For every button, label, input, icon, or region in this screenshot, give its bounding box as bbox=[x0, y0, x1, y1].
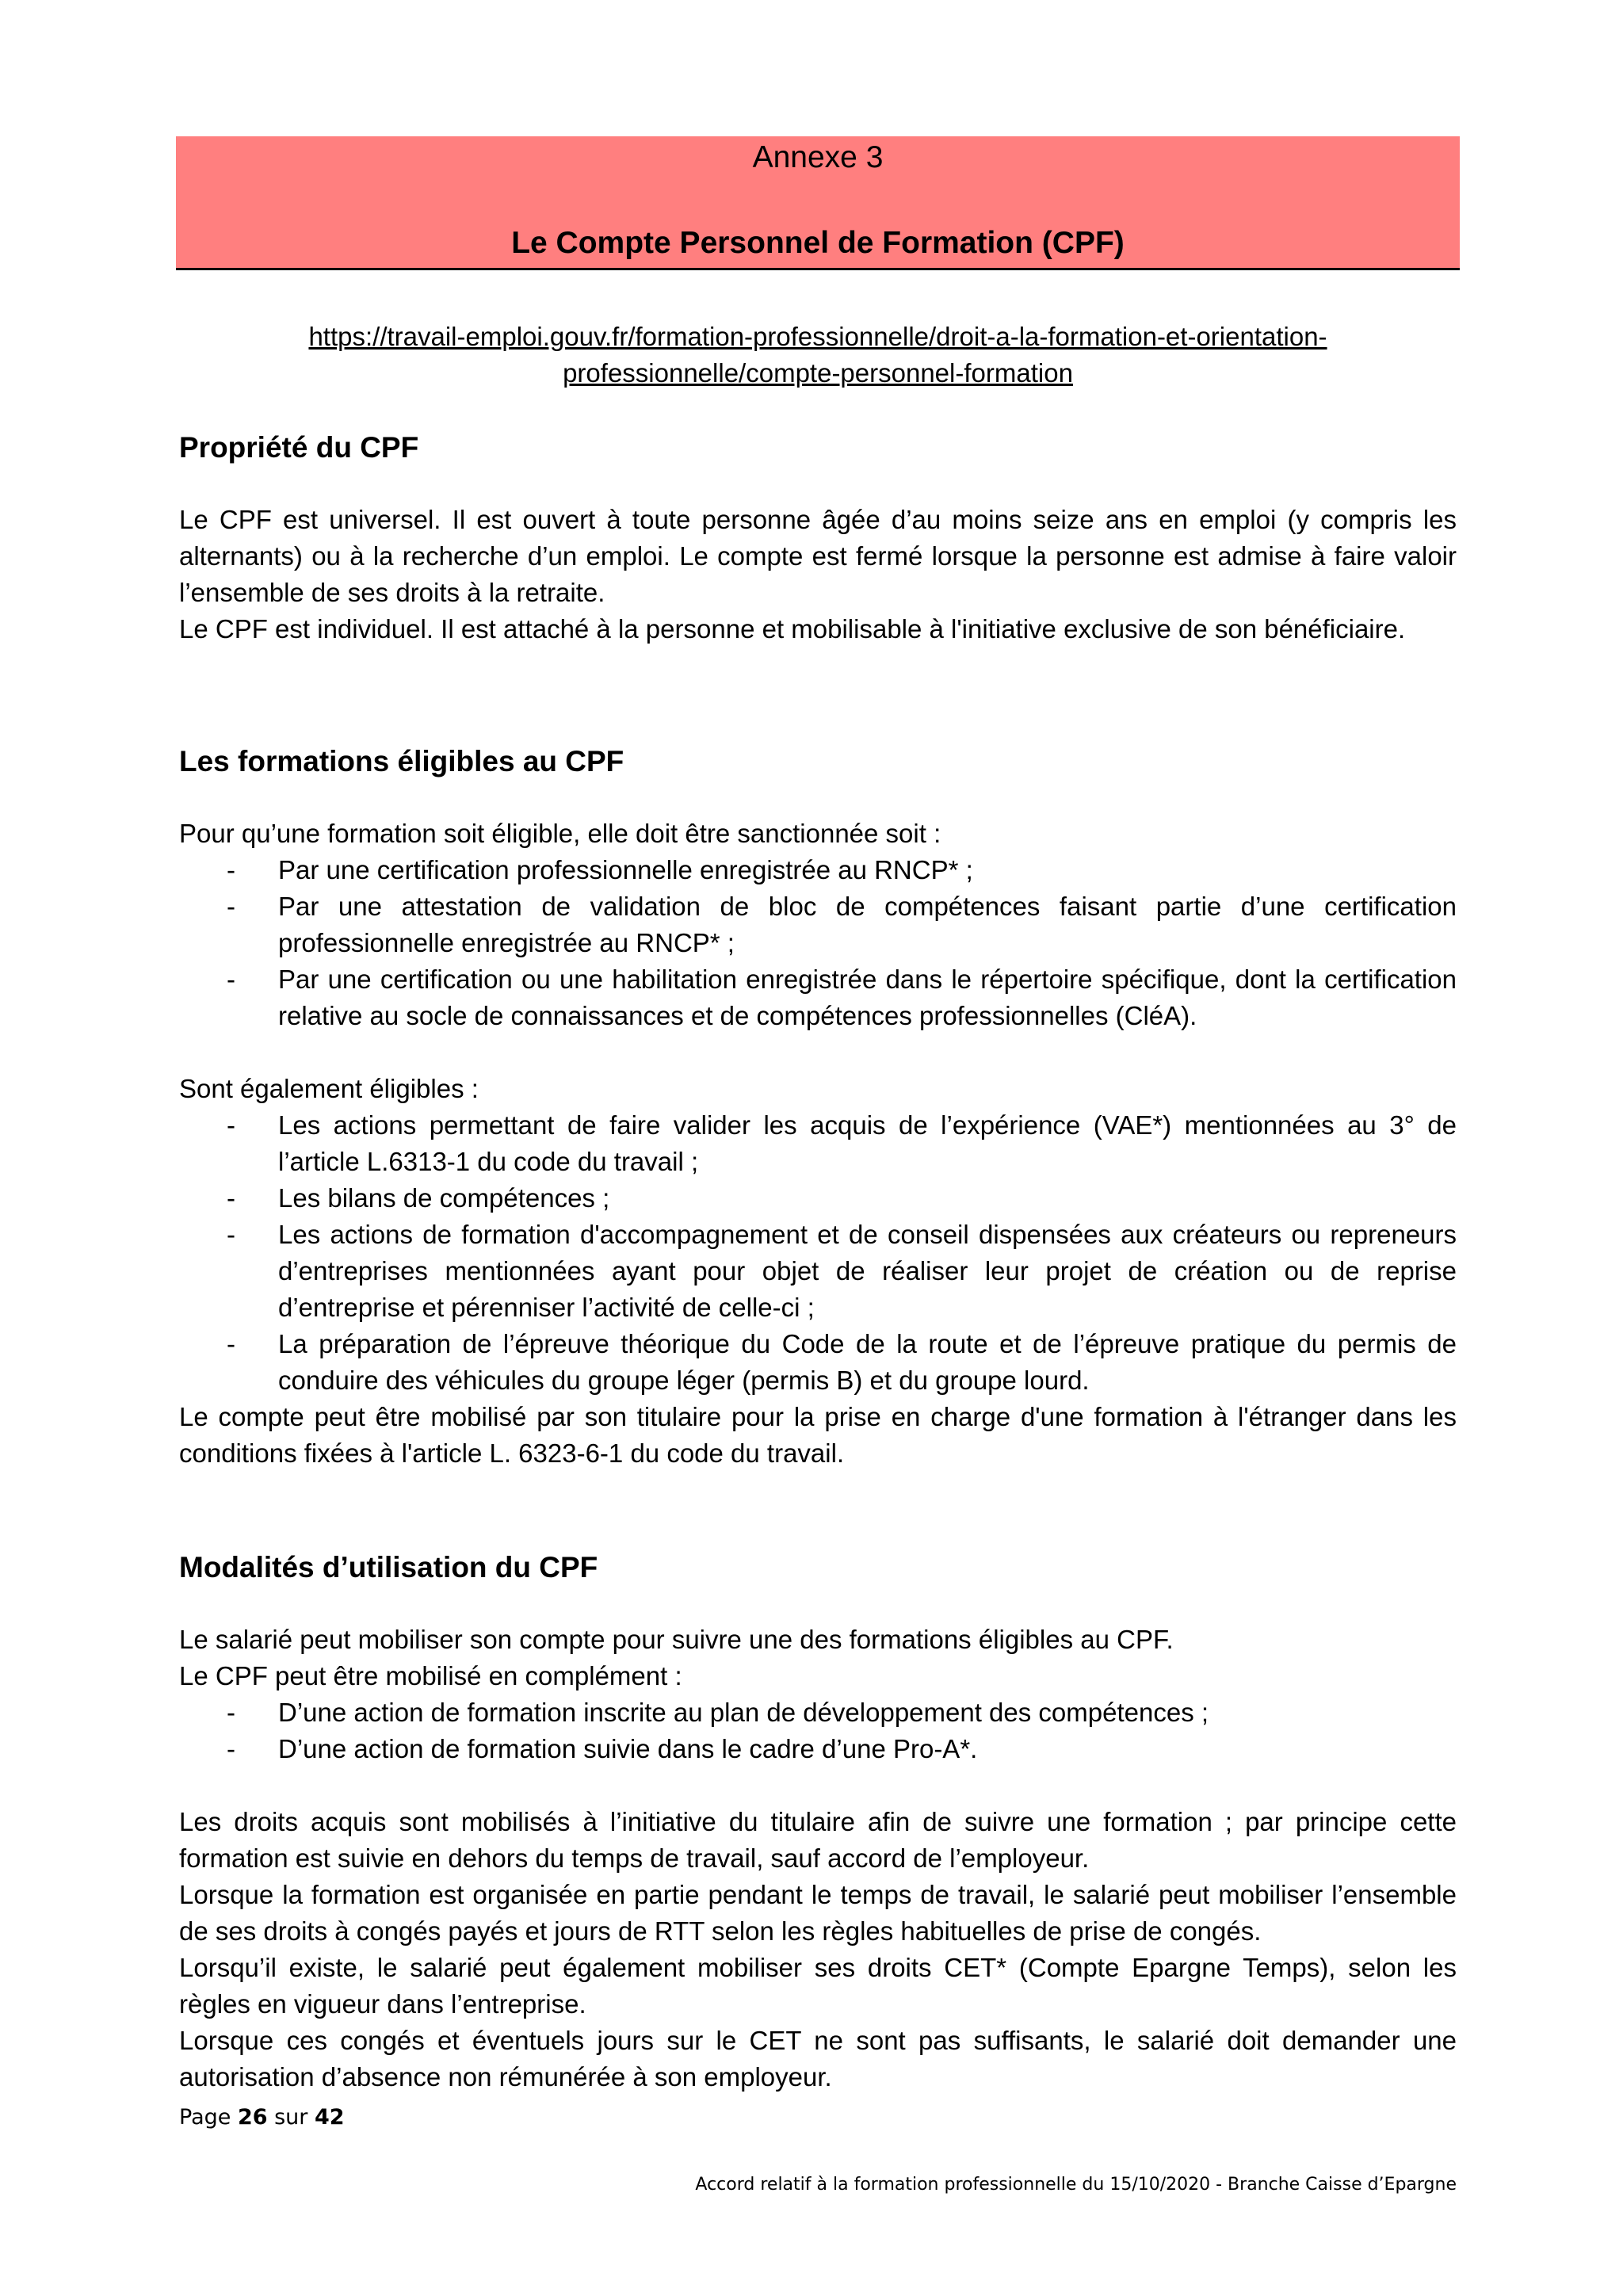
eligibility-list bbox=[179, 852, 1457, 1034]
list-item: - D’une action de formation inscrite au plan de développement des compétences ; bbox=[179, 1694, 1457, 1731]
section-heading-formations: Les formations éligibles au CPF bbox=[179, 745, 624, 777]
section-heading-modalites: Modalités d’utilisation du CPF bbox=[179, 1551, 598, 1584]
page-mid: sur bbox=[267, 2105, 315, 2130]
page-number bbox=[179, 2105, 345, 2130]
list-item: - Par une attestation de validation de bloc de compétences faisant partie d’une certification professionnelle enregistrée au RNCP* ; bbox=[179, 888, 1457, 961]
list-item: - Les actions de formation d'accompagnement et de conseil dispensées aux créateurs ou repreneurs d’entreprises mentionnées ayant pour objet de réaliser leur projet de création ou de reprise d’entreprise et pérenniser l’activité de celle-ci ; bbox=[179, 1217, 1457, 1326]
paragraph: Le CPF peut être mobilisé en complément : bbox=[179, 1661, 682, 1690]
complement-list bbox=[179, 1694, 1457, 1767]
list-item: - Par une certification professionnelle enregistrée au RNCP* ; bbox=[179, 852, 1457, 888]
paragraph: Sont également éligibles : bbox=[179, 1074, 479, 1103]
list-item: - Les actions permettant de faire valider les acquis de l’expérience (VAE*) mentionnées au 3° de l’article L.6313-1 du code du travail ; bbox=[179, 1107, 1457, 1180]
annex-banner bbox=[176, 136, 1460, 270]
link-line-2[interactable]: professionnelle/compte-personnel-formation bbox=[563, 358, 1073, 388]
document-body bbox=[179, 428, 1457, 2095]
paragraph: Lorsque la formation est organisée en partie pendant le temps de travail, le salarié peut mobiliser l’ensemble de ses droits à congés payés et jours de RTT selon les règles habituelles de prise de congés. bbox=[179, 1880, 1457, 1946]
reference-link[interactable] bbox=[176, 319, 1460, 392]
link-line-1[interactable]: https://travail-emploi.gouv.fr/formation-professionnelle/droit-a-la-formation-et-orientation- bbox=[308, 322, 1327, 351]
section-heading-propriete: Propriété du CPF bbox=[179, 431, 419, 464]
paragraph: Les droits acquis sont mobilisés à l’initiative du titulaire afin de suivre une formation ; par principe cette formation est suivie en dehors du temps de travail, sauf accord de l’employeur. bbox=[179, 1807, 1457, 1873]
footer-accord: Accord relatif à la formation professionnelle du 15/10/2020 - Branche Caisse d’Epargne bbox=[695, 2175, 1457, 2195]
annex-label: Annexe 3 bbox=[752, 140, 884, 174]
page-current: 26 bbox=[237, 2105, 268, 2130]
list-item: - D’une action de formation suivie dans le cadre d’une Pro-A*. bbox=[179, 1731, 1457, 1767]
paragraph: Le CPF est universel. Il est ouvert à toute personne âgée d’au moins seize ans en emploi (y compris les alternants) ou à la recherche d’un emploi. Le compte est fermé lorsque la personne est admise à faire valoir l’ensemble de ses droits à la retraite. bbox=[179, 505, 1457, 607]
page-title: Le Compte Personnel de Formation (CPF) bbox=[511, 226, 1125, 260]
page-total: 42 bbox=[314, 2105, 345, 2130]
paragraph: Le CPF est individuel. Il est attaché à la personne et mobilisable à l'initiative exclusive de son bénéficiaire. bbox=[179, 614, 1406, 644]
also-eligible-list bbox=[179, 1107, 1457, 1399]
paragraph: Le salarié peut mobiliser son compte pour suivre une des formations éligibles au CPF. bbox=[179, 1625, 1174, 1654]
page-prefix: Page bbox=[179, 2105, 238, 2130]
list-item: - Les bilans de compétences ; bbox=[179, 1180, 1457, 1217]
paragraph: Lorsqu’il existe, le salarié peut également mobiliser ses droits CET* (Compte Epargne Temps), selon les règles en vigueur dans l’entreprise. bbox=[179, 1953, 1457, 2019]
paragraph: Lorsque ces congés et éventuels jours sur le CET ne sont pas suffisants, le salarié doit demander une autorisation d’absence non rémunérée à son employeur. bbox=[179, 2026, 1457, 2092]
list-item: - La préparation de l’épreuve théorique du Code de la route et de l’épreuve pratique du permis de conduire des véhicules du groupe léger (permis B) et du groupe lourd. bbox=[179, 1326, 1457, 1399]
list-item: - Par une certification ou une habilitation enregistrée dans le répertoire spécifique, dont la certification relative au socle de connaissances et de compétences professionnelles (CléA). bbox=[179, 961, 1457, 1034]
paragraph: Pour qu’une formation soit éligible, elle doit être sanctionnée soit : bbox=[179, 819, 941, 848]
paragraph: Le compte peut être mobilisé par son titulaire pour la prise en charge d'une formation à l'étranger dans les conditions fixées à l'article L. 6323-6-1 du code du travail. bbox=[179, 1402, 1457, 1468]
